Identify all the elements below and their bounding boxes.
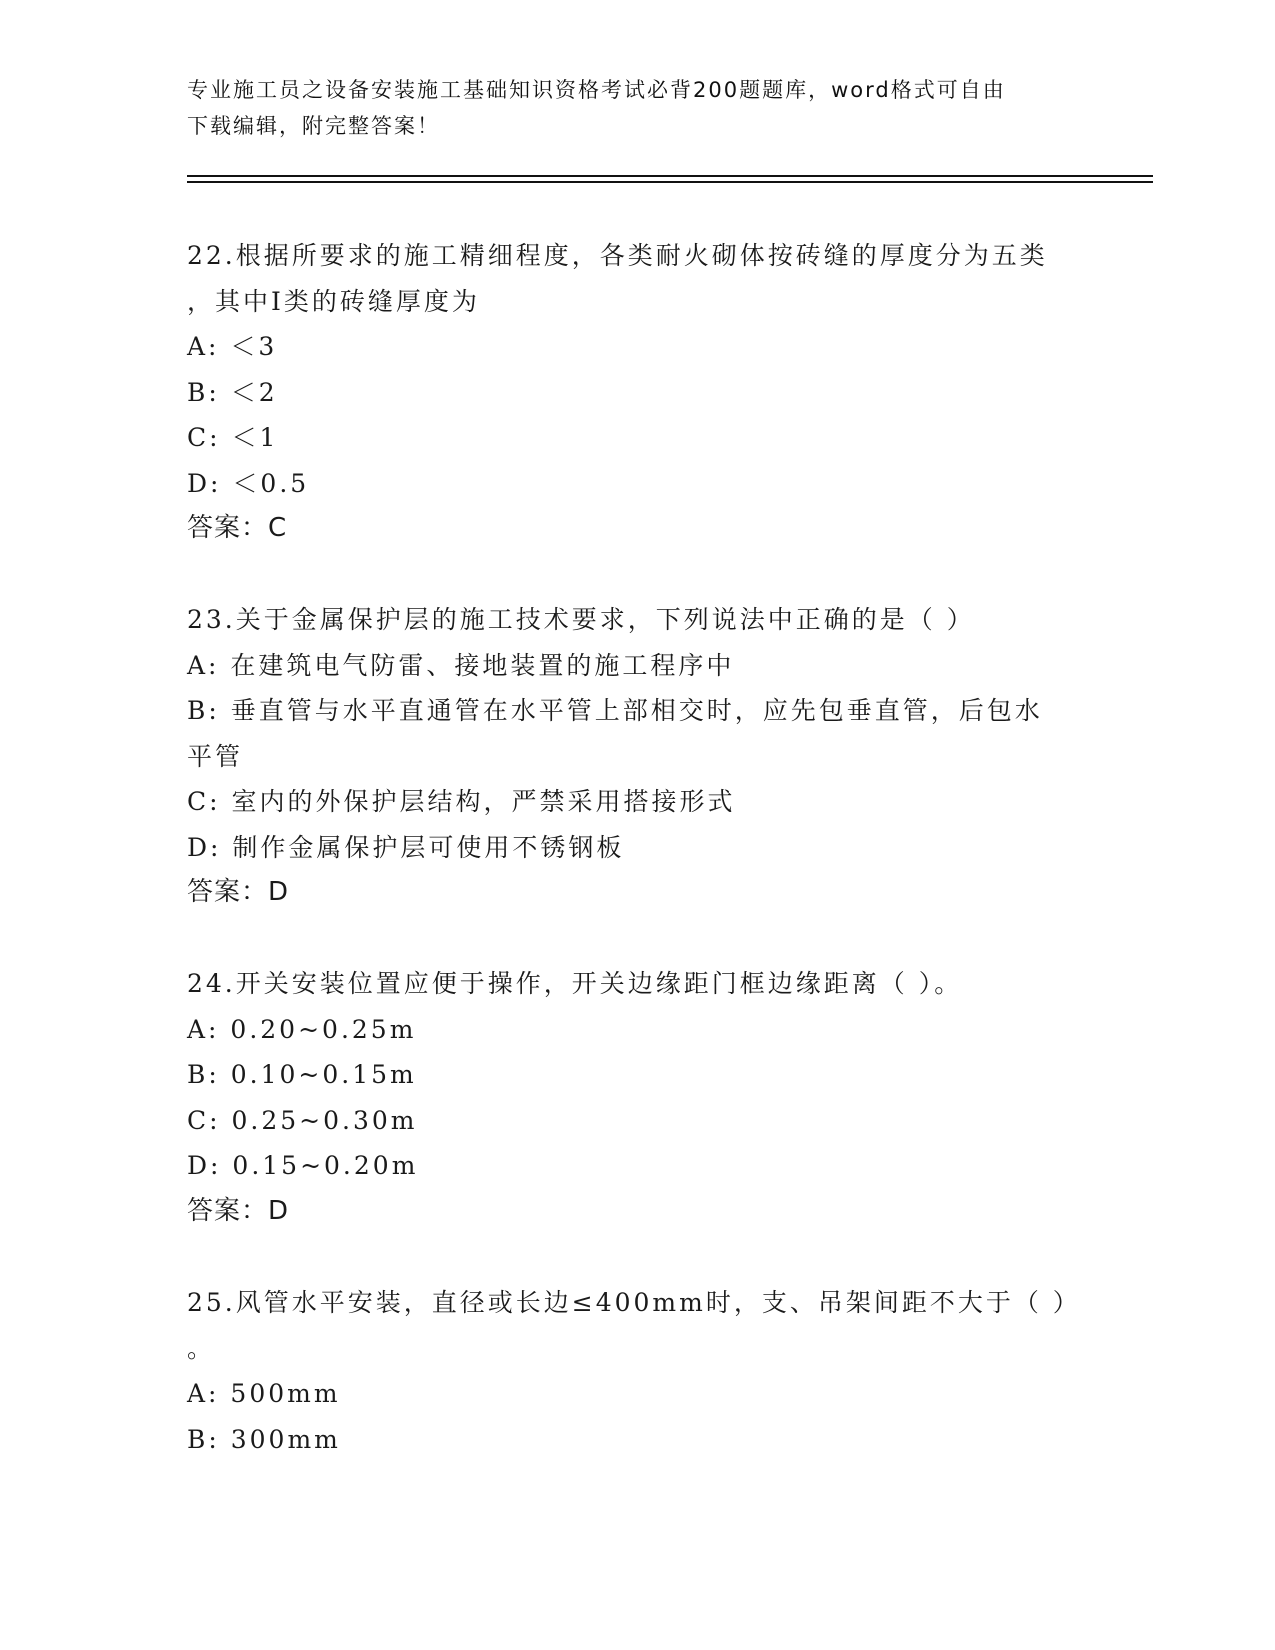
question-stem: 25.风管水平安装，直径或长边≤400mm时，支、吊架间距不大于（ ）: [187, 1288, 1081, 1317]
option-b-continued: 平管: [187, 741, 244, 771]
answer-label: 答案：C: [187, 513, 288, 543]
option-b: B: 0.10~0.15m: [187, 1060, 417, 1089]
option-c: C: 0.25~0.30m: [187, 1105, 418, 1135]
option-c: C: ＜1: [187, 423, 279, 452]
option-b: B: 垂直管与水平直通管在水平管上部相交时，应先包垂直管，后包水: [187, 696, 1043, 725]
question-stem: 24.开关安装位置应便于操作，开关边缘距门框边缘距离（ ）。: [187, 969, 963, 998]
option-a: A: 0.20~0.25m: [187, 1014, 417, 1044]
option-b: B: ＜2: [187, 377, 278, 407]
question-stem: 23.关于金属保护层的施工技术要求，下列说法中正确的是（ ）: [187, 605, 975, 634]
answer-label: 答案：D: [187, 1195, 290, 1226]
header-line-2: 下载编辑，附完整答案！: [187, 114, 440, 138]
option-c: C: 室内的外保护层结构，严禁采用搭接形式: [187, 787, 736, 816]
question-stem-continued: 。: [187, 1333, 216, 1363]
header-divider-top: [187, 175, 1153, 177]
option-b: B: 300mm: [187, 1424, 341, 1454]
option-a: A: 在建筑电气防雷、接地装置的施工程序中: [187, 650, 735, 680]
option-a: A: 500mm: [187, 1379, 341, 1408]
answer-label: 答案：D: [187, 877, 290, 907]
header-divider-bottom: [187, 181, 1153, 183]
header-line-1: 专业施工员之设备安装施工基础知识资格考试必背200题题库，word格式可自由: [187, 78, 1006, 102]
option-a: A: ＜3: [187, 332, 278, 361]
question-25: [187, 1280, 1087, 1462]
question-stem-continued: ，其中Ⅰ类的砖缝厚度为: [187, 286, 480, 316]
question-22: [187, 233, 1087, 552]
question-stem: 22.根据所要求的施工精细程度，各类耐火砌体按砖缝的厚度分为五类: [187, 241, 1048, 270]
question-24: [187, 961, 1087, 1234]
option-d: D: 制作金属保护层可使用不锈钢板: [187, 832, 625, 862]
document-header: [187, 72, 1087, 144]
question-23: [187, 597, 1087, 916]
option-d: D: 0.15~0.20m: [187, 1151, 419, 1180]
option-d: D: ＜0.5: [187, 468, 310, 498]
